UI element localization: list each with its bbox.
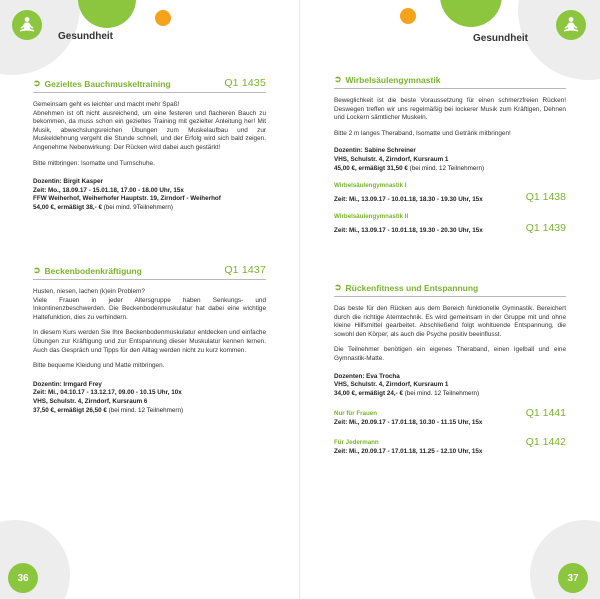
section-title: Gezieltes Bauchmuskeltraining <box>44 78 171 89</box>
course-time: Zeit: Mi., 13.09.17 - 10.01.18, 18.30 - 19.30 Uhr, 15x <box>334 196 483 204</box>
course-info <box>334 147 566 173</box>
paragraph: Das beste für den Rücken aus dem Bereich funktionelle Gymnastik. Bereichert durch die richtige Atemtechnik. Es wird gemeinsam in der Gruppe mit und ohne kleine Hilfsmittel gearbeitet. Abschließend folgt wohltuende Entspannung, die sowohl den Körper, als auch die Psyche positiv beeinflusst. <box>334 305 566 338</box>
course-place: VHS, Schulstr. 4, Zirndorf, Kursraum 1 <box>334 155 449 163</box>
course-number: Q1 1438 <box>525 191 566 204</box>
course-number: Q1 1442 <box>525 436 566 449</box>
sub-course <box>334 407 566 426</box>
course-time: Zeit: Mo., 18.09.17 - 15.01.18, 17.00 - 18.00 Uhr, 15x <box>33 186 184 194</box>
course-wirbelsaeulengymnastik <box>334 74 566 244</box>
course-place: VHS, Schulstr. 4, Zirndorf, Kursraum 1 <box>334 381 449 389</box>
sub-course-label: Nur für Frauen <box>334 410 377 418</box>
course-time: Zeit: Mi., 20.09.17 - 17.01.18, 11.25 - 12.10 Uhr, 15x <box>334 448 483 456</box>
course-time: Zeit: Mi., 20.09.17 - 17.01.18, 10.30 - 11.15 Uhr, 15x <box>334 419 483 427</box>
lecturer: Dozentin: Irmgard Frey <box>33 380 102 388</box>
lecturer: Dozenten: Eva Trocha <box>334 372 400 380</box>
course-place: FFW Weiherhof, Weiherhofer Hauptstr. 19, Zirndorf - Weiherhof <box>33 195 221 203</box>
decor-orange-circle <box>400 8 416 24</box>
course-price: 34,00 €, ermäßigt 24,- € <box>334 389 403 397</box>
lecturer: Dozentin: Birgit Kasper <box>33 178 103 186</box>
sub-course-label: Wirbelsäulengymnastik I <box>334 182 407 190</box>
course-number: Q1 1435 <box>224 77 266 89</box>
sub-course <box>334 182 566 203</box>
section-title: Rückenfitness und Entspannung <box>345 282 479 293</box>
course-rueckenfitness <box>334 282 566 465</box>
page-header: Gesundheit <box>58 31 114 42</box>
page-number: 36 <box>8 563 38 593</box>
course-number: Q1 1439 <box>525 222 566 235</box>
course-bauchmuskeltraining <box>33 77 266 223</box>
sub-course-label: Wirbelsäulengymnastik II <box>334 213 409 221</box>
meditation-logo-icon <box>556 10 586 40</box>
course-price-line <box>33 407 266 416</box>
paragraph: Bitte mitbringen: Isomatte und Turnschuhe. <box>33 159 155 167</box>
paragraph: Beweglichkeit ist die beste Voraussetzung für einen schmerzfreien Rücken! Deswegen treffen wir uns regelmäßig bei lockerer Musik zum Kräftigen, Dehnen und Lockern sämtlicher Muskeln. <box>334 97 566 122</box>
section-header <box>33 264 266 280</box>
paragraph: Bitte 2 m langes Theraband, Isomatte und Getränk mitbringen! <box>334 129 511 137</box>
section-title: Wirbelsäulengymnastik <box>345 74 441 85</box>
paragraph: Gemeinsam geht es leichter und macht mehr Spaß! <box>33 101 180 108</box>
course-time: Zeit: Mi., 04.10.17 - 13.12.17, 09.00 - 10.15 Uhr, 10x <box>33 389 182 397</box>
lecturer: Dozentin: Sabine Schreiner <box>334 147 416 155</box>
paragraph: Viele Frauen in jeder Altersgruppe haben Senkungs- und Inkontinenzbeschwerden. Die Beckenbodenmuskulatur hat dabei eine wichtige Haltefunktion, dies zu verhindern. <box>33 296 266 321</box>
price-note: (bei mind. 12 Teilnehmern) <box>409 164 485 172</box>
course-price: 37,50 €, ermäßigt 26,50 € <box>33 406 107 414</box>
arrow-right-icon: ➲ <box>334 74 342 84</box>
paragraph: Die Teilnehmer benötigen ein eigenes Theraband, einen Igelball und eine Gymnastik-Matte. <box>334 346 566 362</box>
section-title: Beckenbodenkräftigung <box>44 265 142 276</box>
price-note: (bei mind. 12 Teilnehmern) <box>404 389 480 397</box>
sub-course <box>334 213 566 234</box>
price-note: (bei mind. 12 Teilnehmern) <box>108 406 184 414</box>
sub-course-label: Für Jedermann <box>334 439 379 447</box>
paragraph: Bitte bequeme Kleidung und Matte mitbringen. <box>33 362 165 370</box>
arrow-right-icon: ➲ <box>33 78 41 88</box>
sub-course <box>334 436 566 455</box>
section-header <box>334 282 566 297</box>
right-page <box>300 0 600 599</box>
price-note: (bei mind. 9Teilnehmern) <box>103 203 173 211</box>
decor-gray-circle <box>518 0 600 80</box>
course-info <box>334 373 566 399</box>
course-beckenbodenkraeftigung <box>33 264 266 425</box>
paragraph: In diesem Kurs werden Sie Ihre Beckenbodenmuskulatur entdecken und einfache Übungen zur Kräftigung und zur Entspannung dieser Muskulatur kennen lernen. Auch das Gespräch und Tipps für den Alltag werden nicht zu kurz kommen. <box>33 329 266 354</box>
paragraph: Abnehmen ist oft nicht ausreichend, um eine festeren und flacheren Bauch zu bekommen, da muss schon ein gezieltes Training mit gezielter Anleitung her! Mit Musik, abwechslungsreichen Übungen zum Muskelaufbau und zur Muskeldehnung vergeht die Stunde schnell, und der Erfolg wird sich bald zeigen. Angenehme Nebenwirkung: Der Rücken wird dabei auch gestärkt! <box>33 109 266 151</box>
decor-green-circle <box>440 0 502 27</box>
decor-orange-circle <box>155 10 171 26</box>
course-price-line <box>334 165 566 174</box>
section-header <box>334 74 566 89</box>
course-price: 54,00 €, ermäßigt 38,- € <box>33 203 102 211</box>
arrow-right-icon: ➲ <box>334 282 342 292</box>
section-header <box>33 77 266 93</box>
course-time: Zeit: Mi., 13.09.17 - 10.01.18, 19.30 - 20.30 Uhr, 15x <box>334 227 483 235</box>
arrow-right-icon: ➲ <box>33 265 41 275</box>
course-number: Q1 1441 <box>525 407 566 420</box>
course-number: Q1 1437 <box>224 264 266 276</box>
course-info <box>33 381 266 415</box>
decor-green-circle <box>78 0 136 28</box>
course-info <box>33 178 266 212</box>
page-header: Gesundheit <box>473 33 529 44</box>
paragraph: Husten, niesen, lachen (k)ein Problem? <box>33 288 145 295</box>
page-number: 37 <box>558 563 588 593</box>
course-price: 45,00 €, ermäßigt 31,50 € <box>334 164 408 172</box>
course-price-line <box>334 390 566 399</box>
course-price-line <box>33 204 266 213</box>
meditation-logo-icon <box>12 10 42 40</box>
course-place: VHS, Schulstr. 4, Zirndorf, Kursraum 6 <box>33 397 148 405</box>
